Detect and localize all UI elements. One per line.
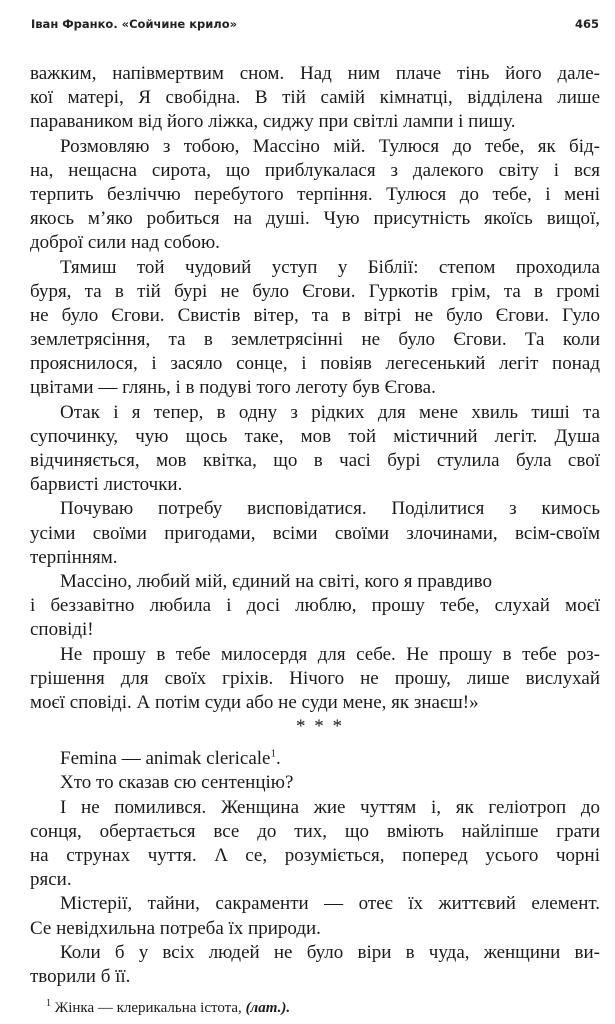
text-part-2	[30, 771, 600, 989]
text-line: Не прошу в тебе милосердя для себе. Не прошу в тебе роз-	[60, 643, 600, 665]
text-line: ряси.	[30, 869, 72, 891]
text-line: творили б її.	[30, 965, 131, 987]
page-header	[31, 17, 599, 35]
footnote-mark: 1	[46, 998, 51, 1009]
text-line: і беззавітно любила і досі люблю, прошу тебе, слухай моєї	[30, 595, 600, 617]
text-line: на струнах чуття. Λ се, розуміється, поперед усього чорні	[30, 845, 600, 867]
text-line: цвітами — глянь, і в подуві того леготу був Єгова.	[30, 377, 436, 399]
page-number: 465	[574, 17, 599, 31]
text-line: Містерії, тайни, сакраменти — отеє їх життєвий елемент.	[60, 893, 600, 915]
epigraph-end: .	[276, 748, 281, 770]
text-line: відчиняється, мов квітка, що в часі бурі стулила була свої	[30, 450, 600, 471]
text-line: буря, та в тій бурі не було Єгови. Гуркотів грім, та в громі	[30, 280, 600, 302]
text-line: Отак і я тепер, в одну з рідких для мене хвиль тиші та	[60, 401, 600, 423]
section-separator: * * *	[296, 716, 344, 738]
text-line: сонця, обертається все до тих, що вміють найліпше грати	[30, 820, 600, 842]
text-line: Почуваю потребу висповідатися. Поділитися з кимось	[60, 498, 600, 520]
text-line: параваником від його ліжка, сиджу при світлі лампи і пишу.	[30, 111, 516, 133]
text-line: прояснилося, і засяло сонце, і повіяв легесенький легіт понад	[30, 353, 600, 375]
text-line: якось м’яко робиться на душі. Чую присутність якоїсь вищої,	[30, 208, 600, 230]
text-line: моєї сповіді. А потім суди або не суди мене, як знаєш!»	[30, 691, 479, 713]
text-part-1	[30, 62, 600, 715]
text-line: Тямиш той чудовий уступ у Біблії: степом проходила	[60, 256, 600, 278]
text-line: барвисті листочки.	[30, 474, 183, 496]
page-body	[30, 62, 600, 989]
running-title: Іван Франко. «Сойчине крило»	[31, 17, 238, 31]
text-line: доброї сили над собою.	[30, 232, 220, 254]
text-line: супочинку, чую щось таке, мов той містичний легіт. Душа	[30, 425, 600, 447]
text-line: не було Єгови. Свистів вітер, та в вітрі не було Єгови. Гуло	[30, 304, 600, 326]
text-line: Розмовляю з тобою, Массіно мій. Тулюся до тебе, як бід-	[60, 135, 600, 157]
epigraph-text: Femina — animak clericale	[60, 748, 271, 770]
text-line: Се невідхильна потреба їх природи.	[30, 917, 321, 939]
text-line: Массіно, любий мій, єдиний на світі, кого я правдиво	[60, 570, 492, 592]
text-line: землетрясіння, та в землетрясінні не було Єгови. Та коли	[30, 329, 600, 351]
footnote-lang: (лат.).	[245, 1000, 291, 1016]
footnote	[46, 1000, 290, 1017]
text-line: Хто то сказав сю сентенцію?	[60, 772, 294, 794]
text-line: важким, напівмертвим сном. Над ним плаче тінь його дале-	[30, 63, 600, 84]
text-line: терпить безліччю перебутого терпіння. Тулюся до тебе, і мені	[30, 183, 600, 205]
epigraph	[30, 747, 600, 771]
text-line: Коли б у всіх людей не було віри в чуда, женщини ви-	[60, 941, 600, 963]
text-line: усіми своїми пригодами, всіми своїми злочинами, всім-своїм	[30, 522, 600, 544]
text-line: грішення для своїх гріхів. Нічого не прошу, лише вислухай	[30, 667, 600, 689]
text-line: І не помилився. Женщина жие чуттям і, як геліотроп до	[60, 796, 600, 818]
text-line: сповіді!	[30, 619, 94, 641]
footnote-text: Жінка — клерикальна істота,	[54, 1000, 246, 1016]
text-line: терпінням.	[30, 546, 118, 568]
text-line: на, нещасна сирота, що приблукалася з далекого світу і вся	[30, 159, 600, 181]
footnote-ref[interactable]: 1	[270, 747, 276, 760]
text-line: кої матері, Я свобідна. В тій самій кімнатці, відділена лише	[30, 87, 600, 109]
